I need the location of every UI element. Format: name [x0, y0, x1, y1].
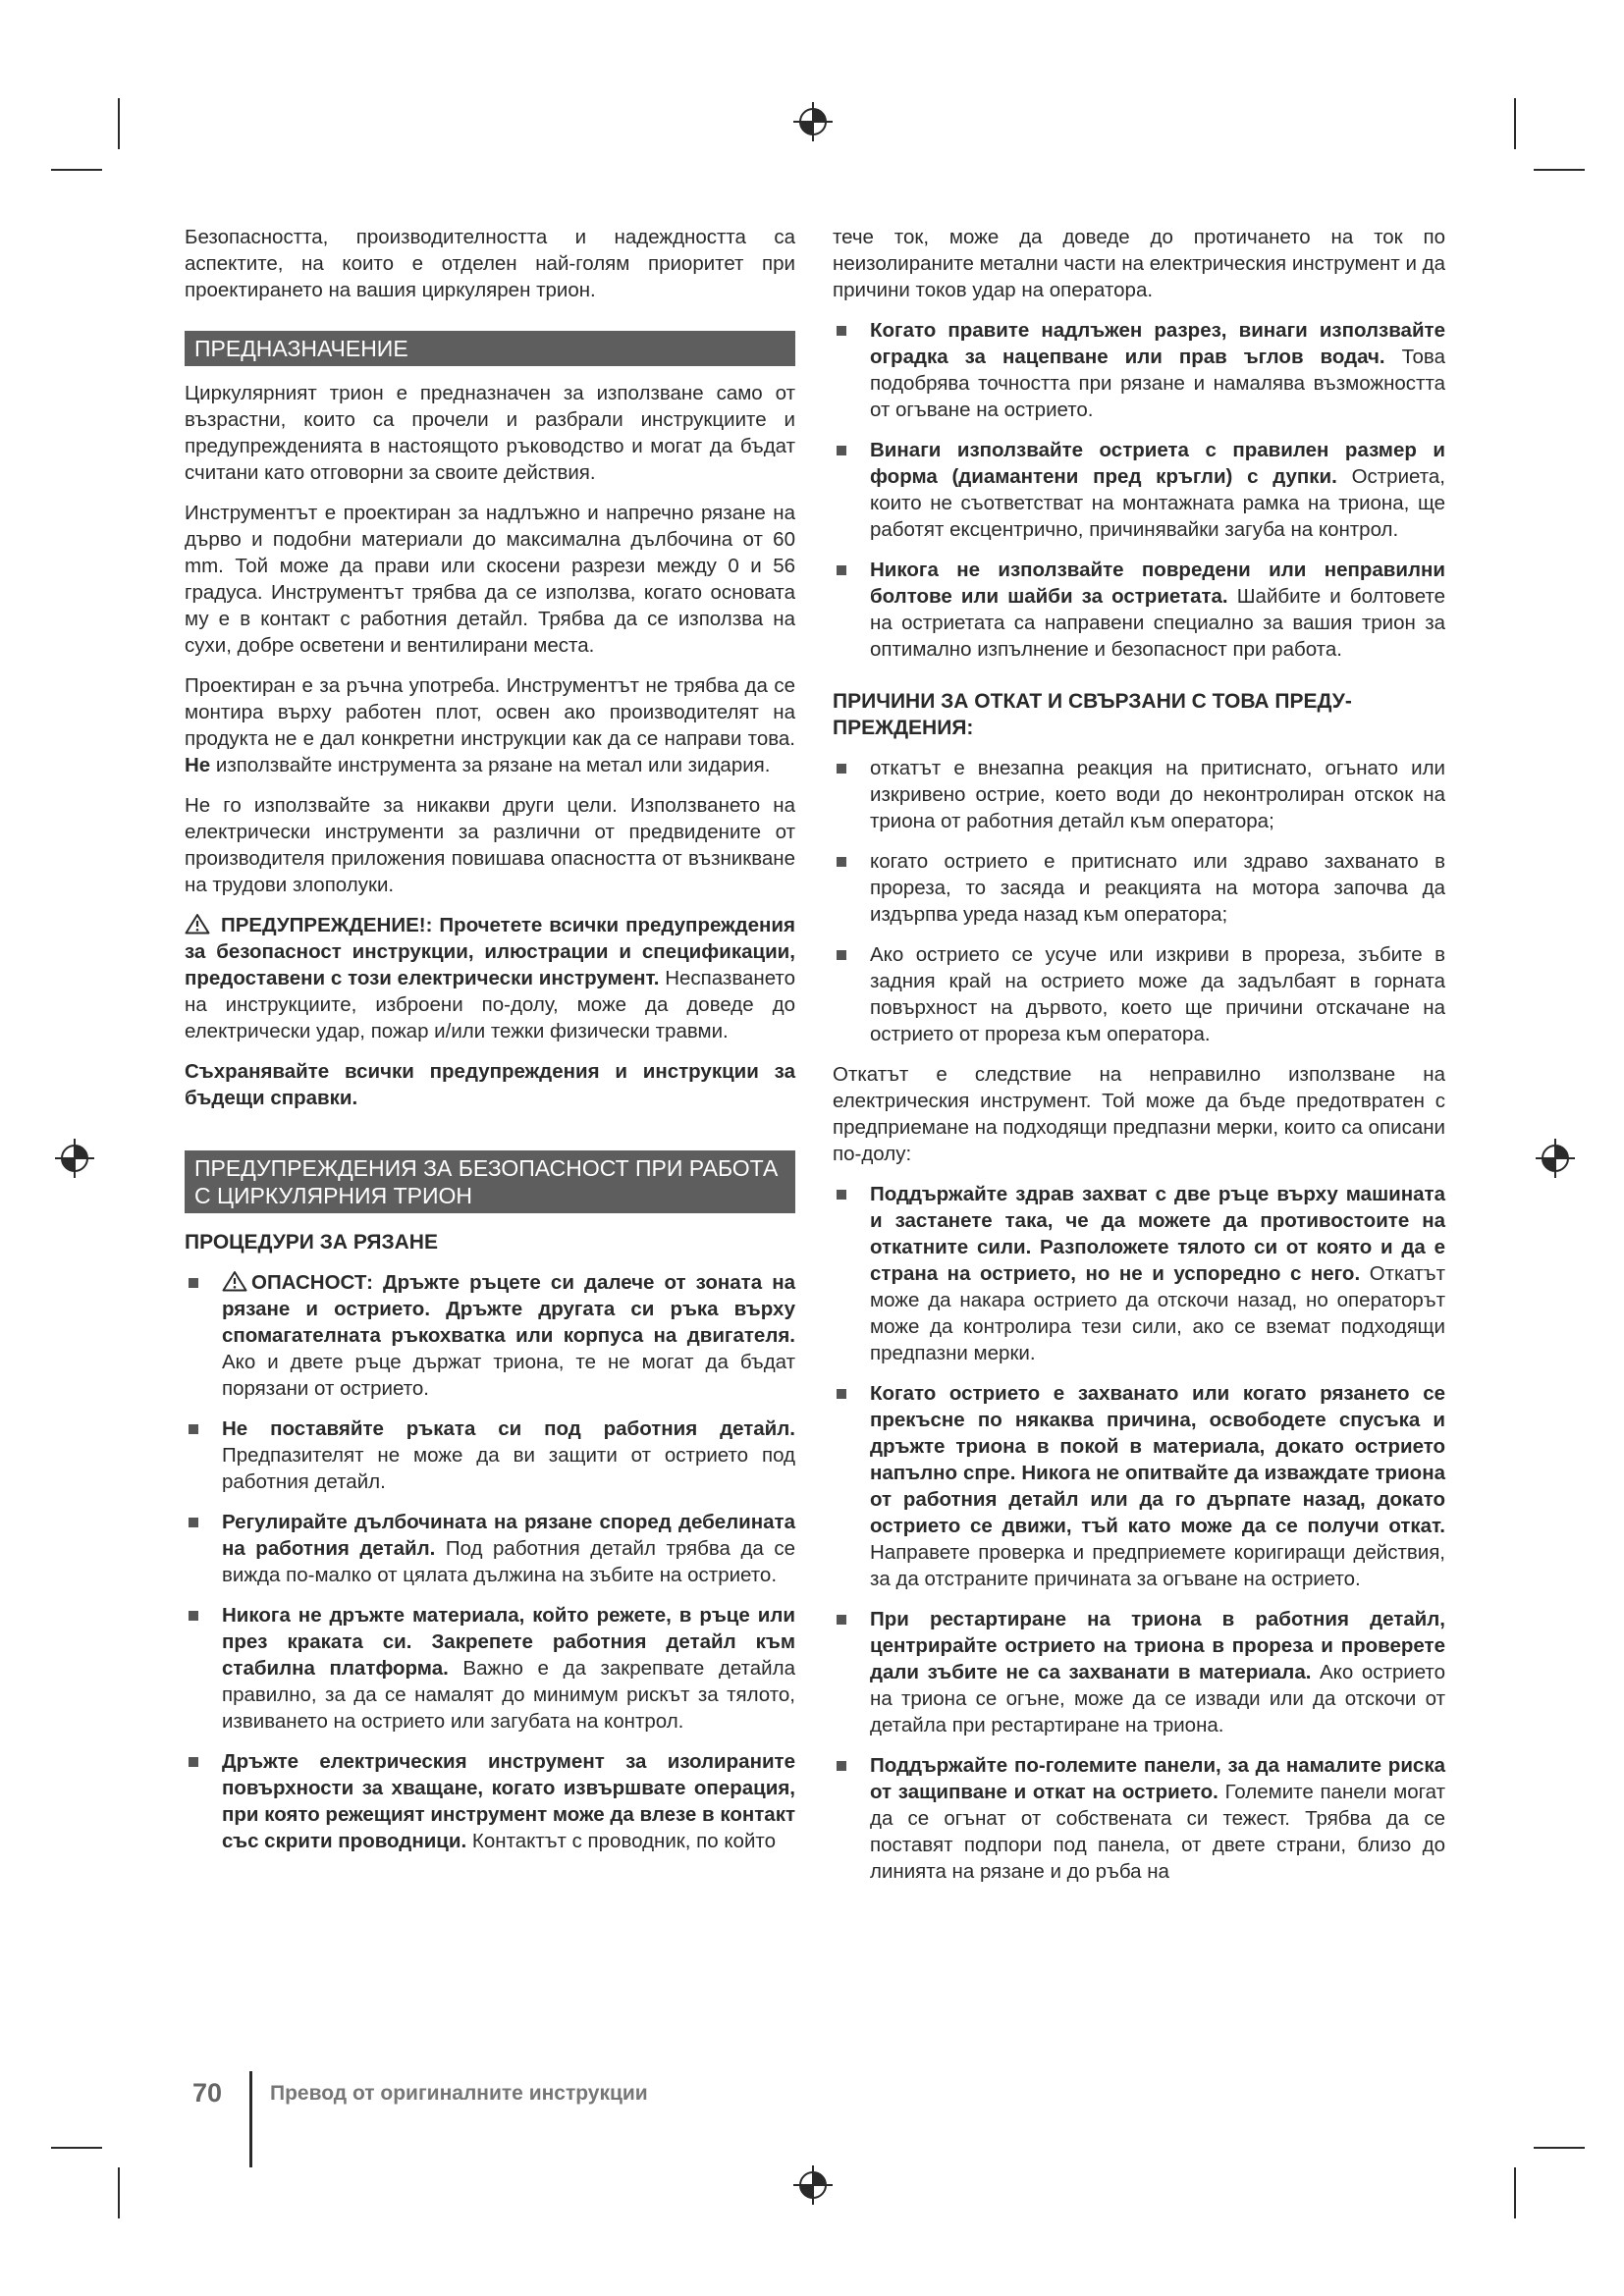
- list-item: ОПАСНОСТ: Дръжте ръцете си далече от зоната на рязане и острието. Дръжте другата си ръка върху спомагателната ръкохватка или корпуса на двигателя. Ако и двете ръце държат триона, те не могат да бъдат порязани от острието.: [185, 1269, 795, 1402]
- list-item: Поддържайте по-големите панели, за да намалите риска от защипване и откат на острието. Големите панели могат да се огънат от собствената си тежест. Трябва да се поставят подпори под панела, от двете страни, близо до линията на рязане и до ръба на: [833, 1752, 1445, 1885]
- bullet-square-icon: [189, 1424, 198, 1434]
- list-item: Ако острието се усуче или изкриви в прореза, зъбите в задния край на острието може да задълбаят в горната повърхност на дървото, което ще причини отскачане на острието от прореза към оператора.: [833, 941, 1445, 1047]
- subheading-cutting-procedures: ПРОЦЕДУРИ ЗА РЯЗАНЕ: [185, 1231, 438, 1254]
- warning-triangle-icon: [222, 1270, 247, 1292]
- keep-instructions-note: Съхранявайте всички предупреждения и инструкции за бъдещи справки.: [185, 1060, 795, 1109]
- bullet-square-icon: [189, 1518, 198, 1527]
- list-item: Когато острието е захванато или когато рязането се прекъсне по някаква причина, освободете спусъка и дръжте триона в покой в материала, докато острието напълно спре. Никога не опитвайте да изваждате триона от работния детайл или да го дърпате назад, докато острието се движи, тъй като може да се получи откат. Направете проверка и предприемете коригиращи действия, за да отстраните причината за огъване на острието.: [833, 1380, 1445, 1592]
- list-item: Никога не използвайте повредени или неправилни болтове или шайби за остриетата. Шайбите и болтовете на остриетата са направени специално за вашия трион за оптимално изпълнение и безопасност при работа.: [833, 557, 1445, 663]
- footer-divider: [249, 2071, 252, 2167]
- crop-mark: [51, 169, 102, 171]
- registration-mark-icon: [55, 1139, 94, 1178]
- crop-mark: [51, 2147, 102, 2149]
- warning-triangle-icon: [185, 913, 210, 934]
- right-column: [833, 224, 1445, 1898]
- bullet-square-icon: [189, 1278, 198, 1288]
- purpose-paragraph-4: Не го използвайте за никакви други цели. Използването на електрически инструменти за различни от предвидените от производителя приложения повишава опасността от възникване на трудови злополуки.: [185, 794, 795, 896]
- bullet-square-icon: [837, 1389, 846, 1399]
- list-item: Не поставяйте ръката си под работния детайл. Предпазителят не може да ви защити от острието под работния детайл.: [185, 1415, 795, 1495]
- list-item: откатът е внезапна реакция на притиснато, огънато или изкривено острие, което води до неконтролиран отскок на триона от работния детайл към оператора;: [833, 755, 1445, 834]
- page-number: 70: [192, 2078, 223, 2108]
- crop-mark: [118, 2167, 120, 2218]
- general-warning: ПРЕДУПРЕЖДЕНИЕ!: Прочетете всички предупреждения за безопасност инструкции, илюстрации и спецификации, предоставени с този електрически инструмент. Неспазването на инструкциите, изброени по-долу, може да доведе до електрически удар, пожар и/или тежки физически травми.: [185, 914, 795, 1042]
- section-heading-safety: ПРЕДУПРЕЖДЕНИЯ ЗА БЕЗОПАСНОСТ ПРИ РАБОТА С ЦИРКУЛЯРНИЯ ТРИОН: [185, 1150, 795, 1213]
- list-item: При рестартиране на триона в работния детайл, центрирайте острието на триона в прореза и проверете дали зъбите не са захванати в материала. Ако острието на триона се огъне, може да се извади или да отскочи от детайла при рестартиране на триона.: [833, 1606, 1445, 1738]
- crop-mark: [1514, 2167, 1516, 2218]
- list-item: Поддържайте здрав захват с две ръце върху машината и застанете така, че да можете да противостоите на откатните сили. Разположете тялото си от която и да е страна на острието, но не и успоредно с него. Откатът може да накара острието да отскочи назад, но операторът може да контролира тези сили, ако се вземат подходящи предпазни мерки.: [833, 1181, 1445, 1366]
- continued-paragraph: тече ток, може да доведе до протичането на ток по неизолираните метални части на електрическия инструмент и да причини токов удар на оператора.: [833, 226, 1445, 301]
- footer-text: Превод от оригиналните инструкции: [270, 2082, 648, 2105]
- intro-paragraph: Безопасността, производителността и надеждността са аспектите, на които е отделен най-голям приоритет при проектирането на вашия циркулярен трион.: [185, 226, 795, 301]
- bullet-square-icon: [837, 1615, 846, 1625]
- purpose-paragraph-2: Инструментът е проектиран за надлъжно и напречно рязане на дърво и подобни материали до максимална дълбочина от 60 mm. Той може да прави или скосени разрези между 0 и 56 градуса. Инструментът трябва да се използва, когато основата му е в контакт с работния детайл. Трябва да се използва на сухи, добре осветени и вентилирани места.: [185, 502, 795, 657]
- list-item: Винаги използвайте остриета с правилен размер и форма (диамантени пред кръгли) с дупки. Остриета, които не съответстват на монтажната рамка на триона, ще работят ексцентрично, причинявайки загуба на контрол.: [833, 437, 1445, 543]
- bullet-square-icon: [837, 764, 846, 774]
- bullet-square-icon: [837, 326, 846, 336]
- registration-mark-icon: [793, 2165, 833, 2205]
- crop-mark: [118, 98, 120, 149]
- list-item: Никога не дръжте материала, който режете, в ръце или през краката си. Закрепете работния детайл към стабилна платформа. Важно е да закрепвате детайла правилно, за да се намалят до минимум рискът за тялото, извиването на острието или загубата на контрол.: [185, 1602, 795, 1735]
- bullet-square-icon: [837, 1190, 846, 1200]
- crop-mark: [1534, 2147, 1585, 2149]
- section-heading-purpose: ПРЕДНАЗНАЧЕНИЕ: [185, 331, 795, 366]
- bullet-square-icon: [837, 950, 846, 960]
- crop-mark: [1534, 169, 1585, 171]
- bullet-square-icon: [189, 1611, 198, 1621]
- registration-mark-icon: [1536, 1139, 1575, 1178]
- purpose-paragraph-1: Циркулярният трион е предназначен за използване само от възрастни, които са прочели и разбрали инструкциите и предупрежденията в настоящото ръководство и могат да бъдат считани като отговорни за своите действия.: [185, 382, 795, 484]
- purpose-paragraph-3: Проектиран е за ръчна употреба. Инструментът не трябва да се монтира върху работен плот, освен ако производителят на продукта не е дал конкретни инструкции как да се направи това. Не използвайте инструмента за рязане на метал или зидария.: [185, 674, 795, 776]
- registration-mark-icon: [793, 102, 833, 141]
- bullet-square-icon: [837, 446, 846, 455]
- bullet-square-icon: [837, 565, 846, 575]
- subheading-kickback: ПРИЧИНИ ЗА ОТКАТ И СВЪРЗАНИ С ТОВА ПРЕДУ-ПРЕЖДЕНИЯ:: [833, 690, 1352, 739]
- bullet-square-icon: [189, 1757, 198, 1767]
- list-item: Дръжте електрическия инструмент за изолираните повърхности за хващане, когато извършвате операция, при която режещият инструмент може да влезе в контакт със скрити проводници. Контактът с проводник, по който: [185, 1748, 795, 1854]
- bullet-square-icon: [837, 857, 846, 867]
- crop-mark: [1514, 98, 1516, 149]
- list-item: Когато правите надлъжен разрез, винаги използвайте оградка за нацепване или прав ъглов водач. Това подобрява точността при рязане и намалява възможността от огъване на острието.: [833, 317, 1445, 423]
- list-item: Регулирайте дълбочината на рязане според дебелината на работния детайл. Под работния детайл трябва да се вижда по-малко от цялата дължина на зъбите на острието.: [185, 1509, 795, 1588]
- kickback-paragraph: Откатът е следствие на неправилно използване на електрическия инструмент. Той може да бъде предотвратен с предприемане на подходящи предпазни мерки, които са описани по-долу:: [833, 1063, 1445, 1165]
- list-item: когато острието е притиснато или здраво захванато в прореза, то засяда и реакцията на мотора започва да издърпва уреда назад към оператора;: [833, 848, 1445, 928]
- left-column: [185, 224, 795, 1868]
- bullet-square-icon: [837, 1761, 846, 1771]
